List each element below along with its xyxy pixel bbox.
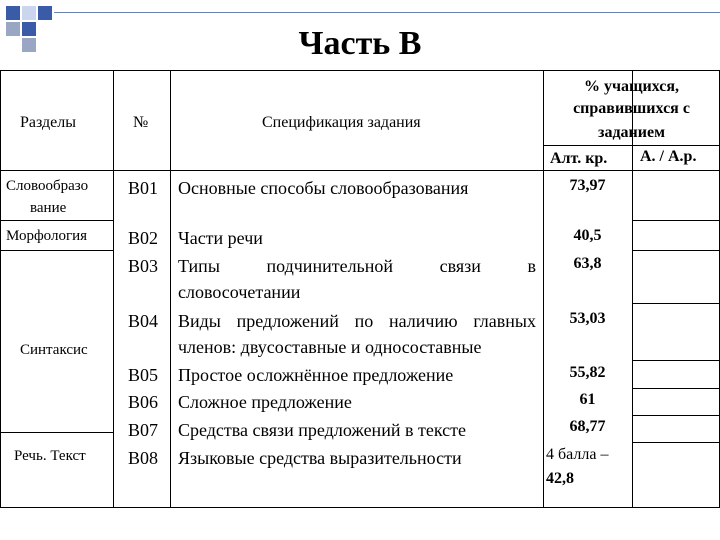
section-speech-text: Речь. Текст [14,448,86,464]
table-border [0,507,720,508]
header-sections: Разделы [20,114,77,131]
row-number: В01 [128,178,159,198]
row-number: В08 [128,448,159,468]
row-alt-value: 40,5 [573,227,602,244]
row-alt-value: 63,8 [573,255,602,272]
header-divider [543,145,720,146]
header-percent-3: заданием [598,124,665,141]
row-spec: Простое осложнённое предложение [178,365,454,385]
section-morphology: Морфология [6,228,88,244]
row-alt-value: 55,82 [569,364,606,381]
column-divider [170,70,171,508]
table-border [0,70,720,71]
spec-word: подчинительной [266,256,394,276]
row-alt-value: 73,97 [569,177,606,194]
header-percent-2: справившихся с [573,100,690,117]
deco-square [22,6,36,20]
section-word-formation-2: вание [30,200,67,216]
table-border [0,70,1,508]
row-number: В02 [128,228,159,248]
row-alt-value: 68,77 [569,418,606,435]
row-spec: Части речи [178,228,263,248]
section-word-formation: Словообразо [6,178,89,194]
deco-square [6,6,20,20]
row-divider [632,388,720,389]
row-divider [632,303,720,304]
row-spec-line2: членов: двусоставные и односоставные [178,337,482,357]
results-table [0,70,720,508]
section-divider [0,432,113,433]
deco-line [54,12,720,13]
header-alt: Алт. кр. [550,150,608,167]
row-number: В05 [128,365,159,385]
header-divider [0,170,543,171]
row-alt-value-2: 42,8 [546,470,574,487]
row-spec: Основные способы словообразования [178,178,469,198]
row-spec: Средства связи предложений в тексте [178,420,466,440]
row-number: В03 [128,256,159,276]
row-divider [632,415,720,416]
column-divider [113,70,114,508]
header-divider [543,170,720,171]
spec-word: связи [439,256,481,276]
row-divider [632,220,720,221]
row-number: В04 [128,311,159,331]
deco-square [38,6,52,20]
row-divider [632,250,720,251]
section-syntax: Синтаксис [20,342,88,358]
row-spec: Сложное предложение [178,392,352,412]
row-spec-line2: словосочетании [178,282,301,302]
row-spec: Виды предложений по наличию главных [178,311,536,331]
row-alt-value: 61 [579,391,596,408]
row-number: В07 [128,420,159,440]
row-divider [632,360,720,361]
section-divider [0,220,113,221]
header-ap: А. / А.р. [640,148,697,165]
row-divider [632,442,720,443]
page-title: Часть В [298,25,422,62]
header-number: № [133,114,149,131]
row-alt-value: 4 балла – [546,446,609,463]
spec-word: в [527,256,536,276]
section-divider [0,250,113,251]
header-spec: Спецификация задания [262,114,421,131]
row-spec: Языковые средства выразительности [178,448,462,468]
row-alt-value: 53,03 [569,310,606,327]
row-number: В06 [128,392,159,412]
header-percent-1: % учащихся, [583,78,680,95]
spec-word: Типы [178,256,220,276]
row-spec [178,256,536,277]
